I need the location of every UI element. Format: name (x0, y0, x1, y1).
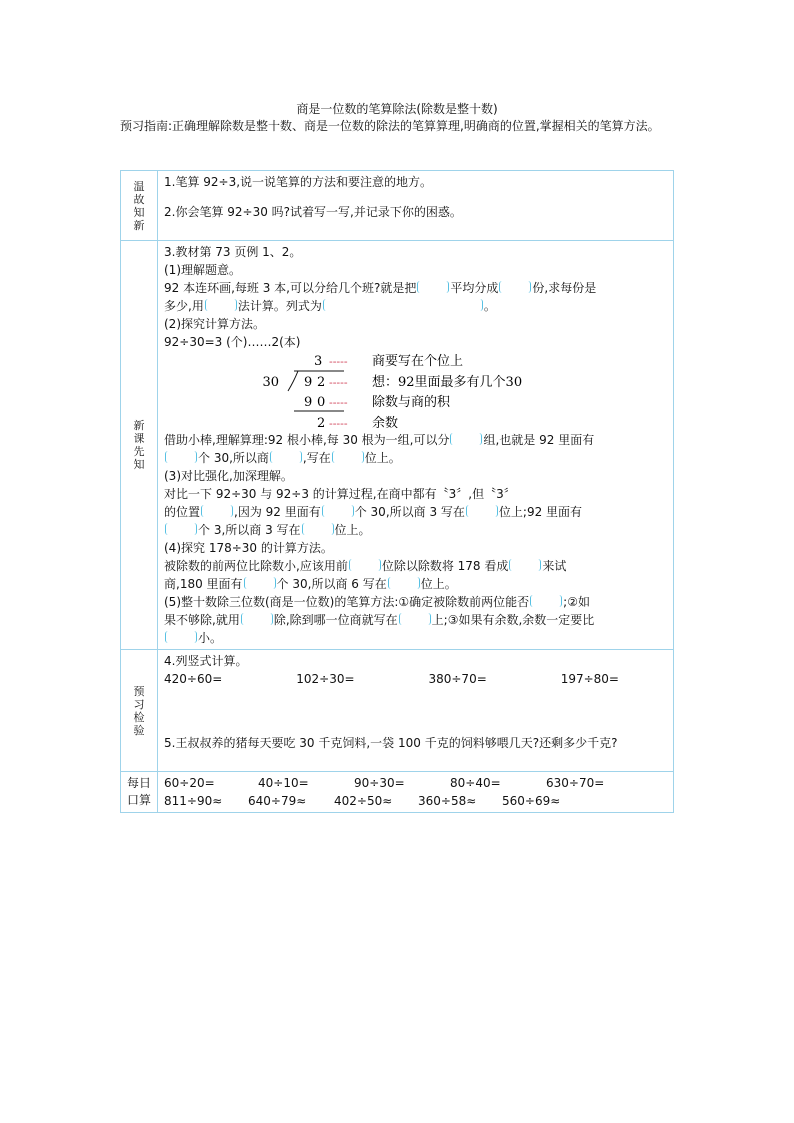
p5-text-f: 小。 (198, 631, 223, 645)
preview-label-cell (121, 650, 158, 772)
answer-blank[interactable] (399, 613, 431, 625)
p5-text-d: 除,除到哪一位商就写在 (273, 613, 398, 627)
daily-body (158, 772, 674, 813)
mental-calc: 640÷79≈ (248, 794, 307, 808)
answer-blank[interactable] (302, 523, 334, 535)
stick-text-c: 个 30,所以商 (198, 451, 269, 465)
review-label: 温故知新 (133, 179, 145, 232)
p5-line1 (164, 593, 669, 611)
daily-label-cell (121, 772, 158, 813)
answer-blank[interactable] (205, 299, 237, 311)
preview-body (158, 650, 674, 772)
p5-line2 (164, 611, 669, 629)
mental-calc: 630÷70= (546, 776, 605, 790)
p1-heading: (1)理解题意。 (164, 263, 241, 277)
p1-text-f: 。 (483, 299, 496, 313)
answer-blank[interactable] (270, 451, 302, 463)
e178-text-c: 来试 (542, 559, 567, 573)
answer-blank[interactable] (244, 577, 276, 589)
answer-blank[interactable] (241, 613, 273, 625)
compare-line2 (164, 503, 669, 521)
mental-calc: 90÷30= (354, 776, 405, 790)
stick-line1 (164, 431, 669, 449)
ld-product-1: 9 (304, 395, 313, 410)
ld-dashes-4: ----- (329, 417, 348, 430)
p5-text-c: 果不够除,就用 (164, 613, 240, 627)
worksheet-table (120, 170, 674, 813)
answer-blank[interactable] (323, 299, 483, 311)
ld-note-product: 除数与商的积 (372, 395, 451, 410)
stick-text-d: ,写在 (302, 451, 331, 465)
compare-line1: 对比一下 92÷30 与 92÷3 的计算过程,在商中都有〝3〞,但〝3〞 (164, 487, 516, 501)
compare-text-f: 个 3,所以商 3 写在 (198, 523, 301, 537)
ld-dashes-2: ----- (329, 376, 348, 389)
answer-blank[interactable] (466, 505, 498, 517)
e178-text-a: 被除数的前两位比除数小,应该用前 (164, 559, 348, 573)
mental-calc: 40÷10= (258, 776, 309, 790)
page-title: 商是一位数的笔算除法(除数是整十数) (296, 102, 498, 116)
compare-text-b: 的位置 (164, 505, 201, 519)
stick-text-e: 位上。 (364, 451, 401, 465)
ld-dividend-1: 9 (304, 375, 313, 390)
ld-remainder: 2 (317, 416, 326, 431)
e178-text-d: 商,180 里面有 (164, 577, 243, 591)
calc-item: 380÷70= (428, 672, 487, 686)
ld-note-remainder: 余数 (372, 416, 399, 431)
calc-item: 197÷80= (560, 672, 619, 686)
e178-text-b: 位除以除数将 178 看成 (381, 559, 509, 573)
p1-text-d: 多少,用 (164, 299, 204, 313)
long-division-diagram (164, 351, 564, 431)
answer-blank[interactable] (201, 505, 233, 517)
compare-text-g: 位上。 (334, 523, 371, 537)
p1-text-c: 份,求每份是 (532, 281, 597, 295)
p1-text-e: 法计算。列式为 (237, 299, 322, 313)
review-label-cell (121, 171, 158, 241)
new-body (158, 241, 674, 650)
p2-heading: (2)探究计算方法。 (164, 317, 265, 331)
q3-line: 3.教材第 73 页例 1、2。 (164, 245, 302, 259)
division-equation: 92÷30=3 (个)……2(本) (164, 335, 301, 349)
compare-line3 (164, 521, 669, 539)
daily-row-1 (164, 774, 669, 792)
daily-label-1: 每日 (126, 776, 151, 790)
review-q2: 2.你会笔算 92÷30 吗?试着写一写,并记录下你的困惑。 (164, 205, 462, 219)
calc-item: 420÷60= (164, 672, 223, 686)
answer-blank[interactable] (499, 281, 531, 293)
q4-calcs (164, 670, 669, 688)
mental-calc: 402÷50≈ (334, 794, 393, 808)
review-q1: 1.笔算 92÷3,说一说笔算的方法和要注意的地方。 (164, 175, 433, 189)
ld-note-quotient: 商要写在个位上 (372, 354, 464, 369)
answer-blank[interactable] (332, 451, 364, 463)
compare-text-d: 个 30,所以商 3 写在 (354, 505, 465, 519)
stick-line2 (164, 449, 669, 467)
mental-calc: 811÷90≈ (164, 794, 223, 808)
ld-dashes-3: ----- (329, 396, 348, 409)
p1-text-b: 平均分成 (450, 281, 499, 295)
new-row (121, 241, 674, 650)
compare-text-c: ,因为 92 里面有 (234, 505, 321, 519)
new-label-cell (121, 241, 158, 650)
ld-dashes-1: ----- (329, 355, 348, 368)
answer-blank[interactable] (417, 281, 449, 293)
p5-text-e: 上;③如果有余数,余数一定要比 (431, 613, 595, 627)
answer-blank[interactable] (165, 631, 197, 643)
e178-line1 (164, 557, 669, 575)
ld-quotient: 3 (314, 354, 323, 369)
answer-blank[interactable] (349, 559, 381, 571)
preview-row (121, 650, 674, 772)
review-row (121, 171, 674, 241)
stick-text-a: 借助小棒,理解算理:92 根小棒,每 30 根为一组,可以分 (164, 433, 450, 447)
new-label: 新课先知 (133, 419, 145, 471)
review-body (158, 171, 674, 241)
answer-blank[interactable] (388, 577, 420, 589)
mental-calc: 360÷58≈ (418, 794, 477, 808)
ld-product-2: 0 (317, 395, 326, 410)
e178-line2 (164, 575, 669, 593)
answer-blank[interactable] (509, 559, 541, 571)
p5-line3 (164, 629, 669, 647)
p5-text-a: (5)整十数除三位数(商是一位数)的笔算方法:①确定被除数前两位能否 (164, 595, 530, 609)
p1-line2 (164, 297, 669, 315)
p1-text-a: 92 本连环画,每班 3 本,可以分给几个班?就是把 (164, 281, 417, 295)
p5-text-b: ;②如 (563, 595, 590, 609)
answer-blank[interactable] (322, 505, 354, 517)
daily-row-2 (164, 792, 669, 810)
mental-calc: 560÷69≈ (502, 794, 561, 808)
p1-line1 (164, 279, 669, 297)
mental-calc: 80÷40= (450, 776, 501, 790)
preview-guide: 预习指南:正确理解除数是整十数、商是一位数的除法的笔算算理,明确商的位置,掌握相关的笔算方法。 (120, 119, 660, 133)
ld-dividend-2: 2 (317, 375, 326, 390)
compare-text-e: 位上;92 里面有 (498, 505, 583, 519)
answer-blank[interactable] (165, 523, 197, 535)
answer-blank[interactable] (165, 451, 197, 463)
daily-label-2: 口算 (126, 793, 151, 807)
p4-heading: (4)探究 178÷30 的计算方法。 (164, 541, 333, 555)
calc-item: 102÷30= (296, 672, 355, 686)
ld-divisor: 30 (262, 375, 279, 390)
e178-text-e: 个 30,所以商 6 写在 (276, 577, 387, 591)
q4-line: 4.列竖式计算。 (164, 654, 248, 668)
answer-blank[interactable] (530, 595, 562, 607)
stick-text-b: 组,也就是 92 里面有 (483, 433, 595, 447)
daily-row (121, 772, 674, 813)
mental-calc: 60÷20= (164, 776, 215, 790)
p3-heading: (3)对比强化,加深理解。 (164, 469, 293, 483)
ld-note-dividend: 想：92里面最多有几个30 (372, 375, 523, 390)
preview-label: 预习检验 (133, 684, 145, 737)
e178-text-f: 位上。 (420, 577, 457, 591)
ld-bracket (288, 371, 298, 391)
q5-line: 5.王叔叔养的猪每天要吃 30 千克饲料,一袋 100 千克的饲料够喂几天?还剩多少千克? (164, 736, 618, 750)
answer-blank[interactable] (450, 433, 482, 445)
